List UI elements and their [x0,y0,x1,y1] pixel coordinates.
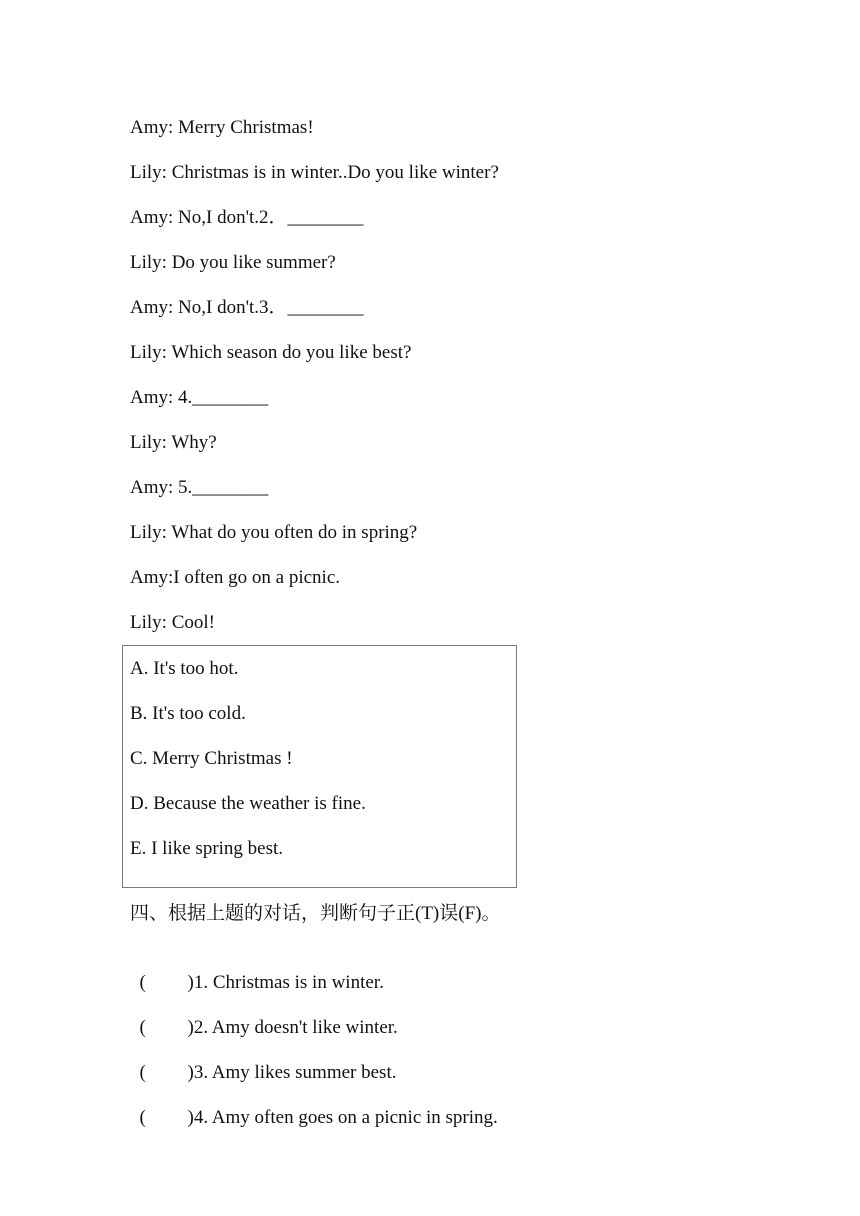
judge-item [130,992,398,1040]
judge-text: )4. Amy often goes on a picnic in spring. [187,1107,498,1128]
dialogue-line: Amy: No,I don't.3．________ [130,297,364,318]
judge-item [130,947,384,995]
dialogue-line: Lily: What do you often do in spring? [130,522,418,543]
dialogue-line: Amy: 5.________ [130,477,269,498]
dialogue-line: Amy: Merry Christmas! [130,117,314,138]
dialogue-line: Amy:I often go on a picnic. [130,567,341,588]
judge-item [130,1037,396,1085]
dialogue-line: Lily: Why? [130,432,217,453]
answer-paren: ( [139,972,146,993]
judge-text: )3. Amy likes summer best. [187,1062,397,1083]
option-item: A. It's too hot. [130,658,239,679]
judge-text: )2. Amy doesn't like winter. [187,1017,398,1038]
dialogue-line: Amy: No,I don't.2．________ [130,207,364,228]
answer-paren: ( [139,1017,146,1038]
option-item: E. I like spring best. [130,838,284,859]
dialogue-line: Lily: Cool! [130,612,215,633]
judge-item [130,1082,498,1130]
answer-paren: ( [139,1062,146,1083]
answer-paren: ( [139,1107,146,1128]
option-item: D. Because the weather is fine. [130,793,366,814]
judge-text: )1. Christmas is in winter. [187,972,384,993]
dialogue-line: Amy: 4.________ [130,387,269,408]
section-heading: 四、根据上题的对话，判断句子正(T)误(F)。 [130,903,501,924]
dialogue-line: Lily: Christmas is in winter..Do you like winter? [130,162,499,183]
option-item: B. It's too cold. [130,703,246,724]
dialogue-line: Lily: Which season do you like best? [130,342,412,363]
dialogue-line: Lily: Do you like summer? [130,252,336,273]
option-item: C. Merry Christmas ! [130,748,293,769]
